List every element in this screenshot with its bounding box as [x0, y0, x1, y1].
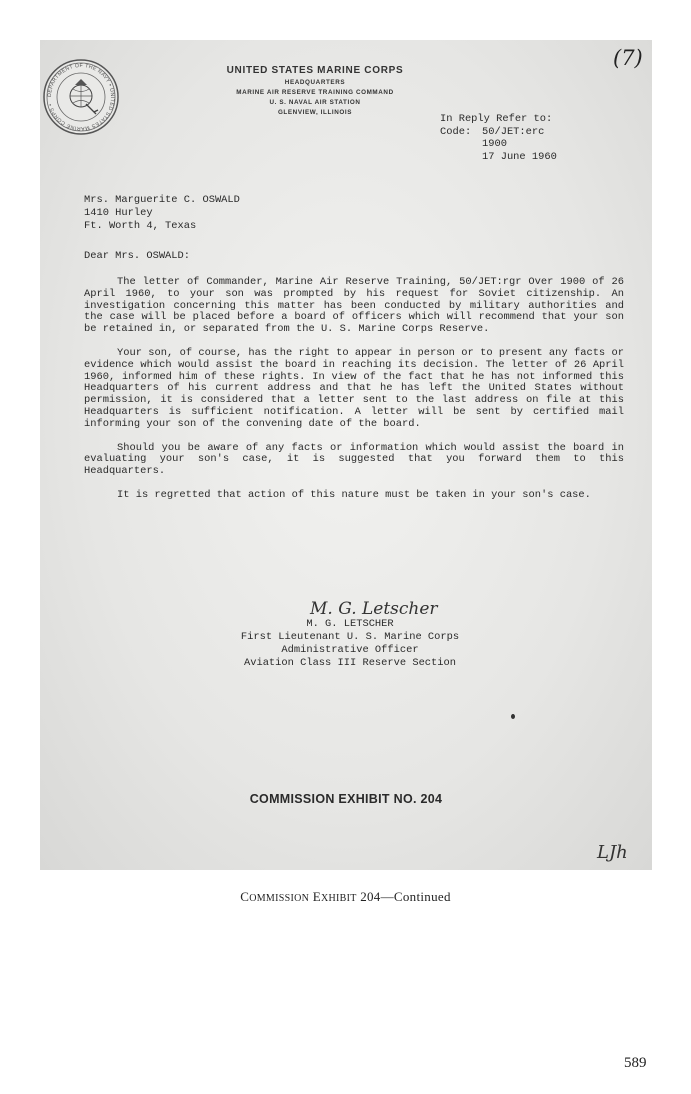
signature-block — [200, 618, 500, 670]
letterhead-line: HEADQUARTERS — [284, 79, 346, 86]
signer-title: First Lieutenant U. S. Marine Corps — [240, 631, 460, 643]
handwritten-initials — [595, 836, 645, 866]
code-value: 50/JET:erc — [482, 125, 545, 138]
page-number: 589 — [624, 1055, 647, 1071]
seal-text: DEPARTMENT OF THE NAVY • UNITED STATES MARINE CORPS • — [46, 62, 116, 132]
paragraph: Should you be aware of any facts or information which would assist the board in evaluating your son's case, it is suggested that you forward them to this Headquarters. — [84, 441, 624, 478]
paragraph: The letter of Commander, Marine Air Reserve Training, 50/JET:rgr Over 1900 of 26 April 1960, to your son was prompted by his request for Soviet citizenship. An investigation concerning this matter has been conducted by military authorities and the case will be placed before a board of officers which will recommend that your son be retained in, or separated from the U. S. Marine Corps Reserve. — [84, 276, 624, 336]
letter-date: 17 June 1960 — [482, 150, 557, 163]
code-label: Code: — [440, 125, 472, 138]
letterhead-line: GLENVIEW, ILLINOIS — [277, 109, 353, 116]
svg-text:(7): (7) — [613, 46, 643, 70]
paragraph: Your son, of course, has the right to appear in person or to present any facts or evidence which would assist the board in reaching its decision. The letter of 26 April 1960, informed him of these rights. In view of the fact that he has not informed this Headquarters of his current address and that he has left the United States without permission, it is considered that a letter sent to the last address on file at this Headquarters is sufficient notification. A letter will be sent by certified mail informing your son of the convening date of the board. — [84, 346, 624, 430]
paragraph: It is regretted that action of this nature must be taken in your son's case. — [117, 488, 591, 501]
handwritten-page-number — [612, 42, 648, 72]
address-line: Mrs. Marguerite C. OSWALD — [84, 194, 240, 206]
letter-body — [84, 277, 624, 514]
signer-name: M. G. LETSCHER — [306, 618, 394, 630]
recipient-address — [84, 194, 240, 233]
page-caption: COMMISSION EXHIBIT 204—Continued — [240, 889, 451, 904]
salutation: Dear Mrs. OSWALD: — [84, 250, 191, 262]
marine-corps-seal-icon — [42, 58, 120, 136]
file-number: 1900 — [482, 138, 507, 150]
signer-title: Administrative Officer — [281, 644, 419, 656]
address-line: 1410 Hurley — [84, 207, 153, 219]
ink-dot — [511, 714, 515, 719]
letterhead-line: MARINE AIR RESERVE TRAINING COMMAND — [236, 89, 394, 96]
svg-text:LJh: LJh — [597, 842, 628, 863]
document-photo — [40, 40, 652, 870]
letterhead-title: UNITED STATES MARINE CORPS — [226, 65, 404, 76]
letterhead — [180, 65, 450, 116]
letterhead-line: U. S. NAVAL AIR STATION — [269, 99, 361, 106]
signer-title: Aviation Class III Reserve Section — [243, 657, 456, 669]
reply-reference — [440, 113, 557, 163]
reply-heading: In Reply Refer to: — [440, 113, 553, 125]
exhibit-label: COMMISSION EXHIBIT NO. 204 — [249, 792, 443, 806]
svg-text:M. G. Letscher: M. G. Letscher — [310, 599, 438, 619]
address-line: Ft. Worth 4, Texas — [84, 220, 197, 232]
